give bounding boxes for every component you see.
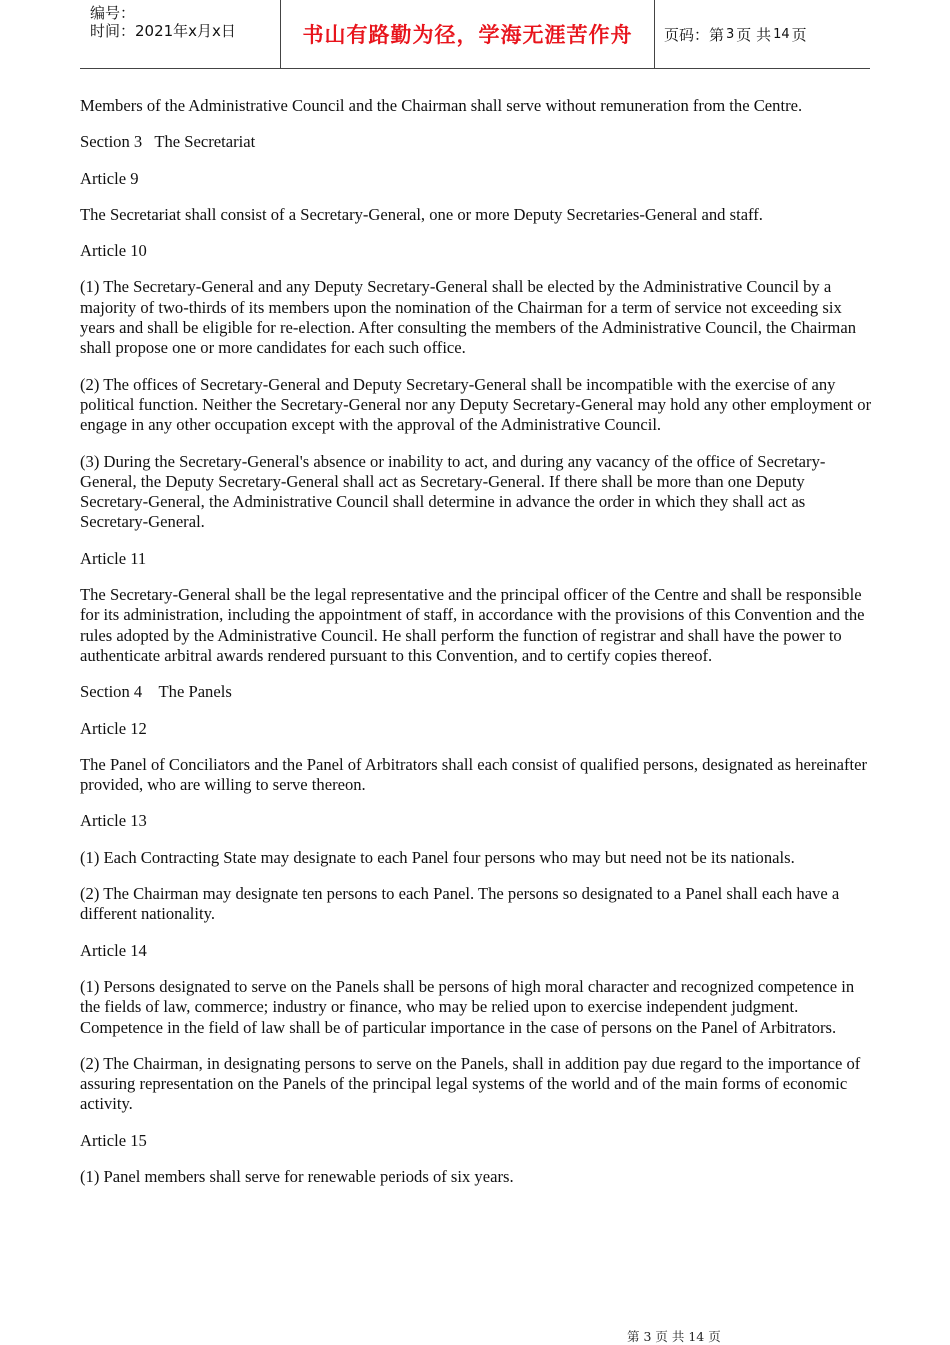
header-meta <box>80 0 281 68</box>
article-heading: Article 15 <box>80 1130 147 1150</box>
paragraph: (2) The offices of Secretary-General and Deputy Secretary-General shall be incompatible with the exercise of any political function. Neither the Secretary-General nor any Deputy Secretary-General may hold any other employment or engage in any other occupation except with the approval of the Administrative Council. <box>80 374 872 435</box>
page-header <box>80 0 870 69</box>
paragraph: The Secretary-General shall be the legal representative and the principal officer of the Centre and shall be responsible for its administration, including the appointment of staff, in accordance with the provisions of this Convention and the rules adopted by the Administrative Council. He shall perform the function of registrar and shall have the power to authenticate arbitral awards rendered pursuant to this Convention, and to certify copies thereof. <box>80 585 865 665</box>
page-current: 3 <box>726 26 735 42</box>
paragraph: (2) The Chairman, in designating persons to serve on the Panels, shall in addition pay due regard to the importance of assuring representation on the Panels of the principal legal systems of the world and of the main forms of economic activity. <box>80 1053 861 1114</box>
document-body <box>80 96 872 1203</box>
page-prefix: 页码：第 <box>664 25 725 44</box>
page-total: 14 <box>773 26 790 42</box>
page-suffix: 页 <box>791 25 807 44</box>
paragraph: Members of the Administrative Council and the Chairman shall serve without remuneration from the Centre. <box>80 96 803 115</box>
document-number-label: 编号： <box>90 4 136 22</box>
paragraph: (1) Each Contracting State may designate to each Panel four persons who may but need not be its nationals. <box>80 847 795 867</box>
header-motto: 书山有路勤为径，学海无涯苦作舟 <box>281 0 655 68</box>
article-heading: Article 13 <box>80 811 147 831</box>
article-heading: Article 11 <box>80 548 147 568</box>
document-time-label: 时间：2021年x月x日 <box>90 22 236 40</box>
page-footer: 第 3 页 共 14 页 <box>627 1329 721 1344</box>
paragraph: (2) The Chairman may designate ten persons to each Panel. The persons so designated to a Panel shall each have a different nationality. <box>80 884 840 924</box>
header-page-indicator <box>655 0 870 68</box>
paragraph: The Panel of Conciliators and the Panel of Arbitrators shall each consist of qualified persons, designated as hereinafter provided, who are willing to serve thereon. <box>80 754 868 795</box>
paragraph: (1) Persons designated to serve on the Panels shall be persons of high moral character and recognized competence in the fields of law, commerce; industry or finance, who may be relied upon to exercise independent judgment. Competence in the field of law shall be of particular importance in the case of persons on the Panel of Arbitrators. <box>80 976 855 1037</box>
article-heading: Article 9 <box>80 168 139 188</box>
article-heading: Article 14 <box>80 940 147 960</box>
paragraph: (1) The Secretary-General and any Deputy Secretary-General shall be elected by the Administrative Council by a majority of two-thirds of its members upon the nomination of the Chairman for a term of service not exceeding six years and shall be eligible for re-election. After consulting the members of the Administrative Council, the Chairman shall propose one or more candidates for each such office. <box>80 277 857 358</box>
section-heading: Section 3 The Secretariat <box>80 132 256 152</box>
page-middle: 页 共 <box>736 25 772 44</box>
article-heading: Article 10 <box>80 241 147 261</box>
paragraph: (3) During the Secretary-General's absence or inability to act, and during any vacancy of the office of Secretary-General, the Deputy Secretary-General shall act as Secretary-General. If there shall be more than one Deputy Secretary-General, the Administrative Council shall determine in advance the order in which they shall act as Secretary-General. <box>80 451 826 532</box>
paragraph: The Secretariat shall consist of a Secretary-General, one or more Deputy Secretaries-General and staff. <box>80 204 763 224</box>
paragraph: (1) Panel members shall serve for renewable periods of six years. <box>80 1166 514 1186</box>
section-heading: Section 4 The Panels <box>80 682 232 702</box>
article-heading: Article 12 <box>80 718 147 738</box>
